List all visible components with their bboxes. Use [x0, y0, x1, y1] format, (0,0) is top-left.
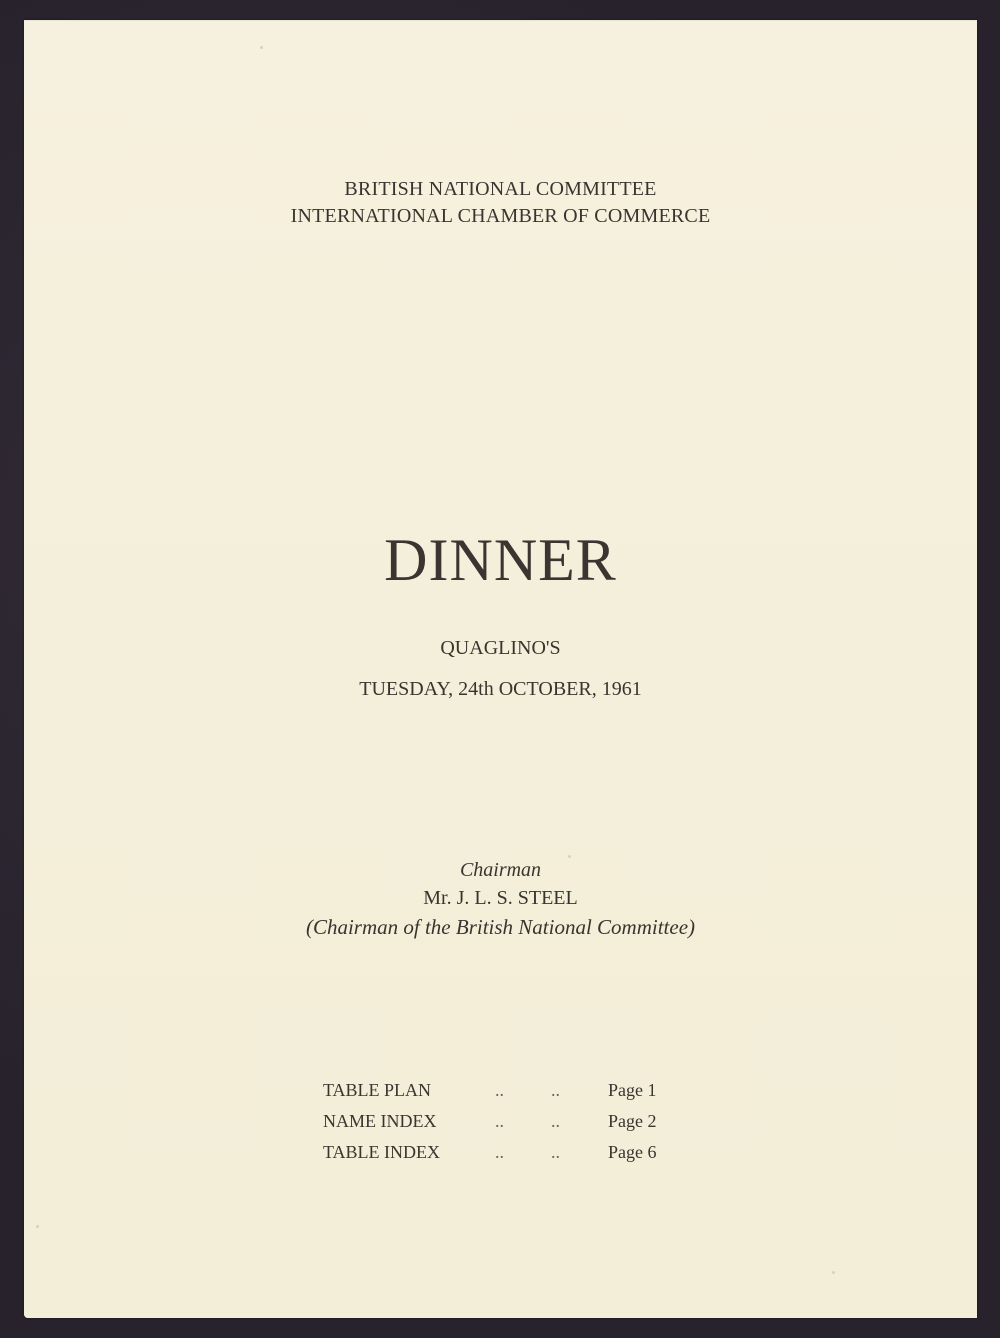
- paper-speck: [260, 46, 263, 49]
- contents-item-label: TABLE PLAN: [323, 1080, 432, 1100]
- chairman-name: Mr. J. L. S. STEEL: [423, 887, 578, 909]
- venue: QUAGLINO'S: [440, 637, 561, 659]
- contents-item-page: Page 6: [608, 1142, 657, 1162]
- paper-speck: [832, 1271, 835, 1274]
- page-title: DINNER: [384, 527, 617, 593]
- contents-item-label: TABLE INDEX: [323, 1142, 441, 1162]
- paper-speck: [568, 855, 571, 858]
- contents-item-label: NAME INDEX: [323, 1111, 437, 1131]
- program-cover-page: [24, 20, 977, 1318]
- organization-line-1: BRITISH NATIONAL COMMITTEE: [344, 178, 657, 200]
- leader-dots: ..: [495, 1142, 504, 1162]
- chairman-role: (Chairman of the British National Committee): [305, 915, 696, 939]
- event-date: TUESDAY, 24th OCTOBER, 1961: [359, 678, 642, 700]
- leader-dots: ..: [551, 1080, 560, 1100]
- leader-dots: ..: [495, 1080, 504, 1100]
- leader-dots: ..: [495, 1111, 504, 1131]
- paper-speck: [36, 1225, 39, 1228]
- organization-line-2: INTERNATIONAL CHAMBER OF COMMERCE: [290, 205, 711, 227]
- contents-item-page: Page 2: [608, 1111, 657, 1131]
- chairman-label: Chairman: [459, 859, 542, 881]
- contents-item-page: Page 1: [608, 1080, 657, 1100]
- leader-dots: ..: [551, 1111, 560, 1131]
- leader-dots: ..: [551, 1142, 560, 1162]
